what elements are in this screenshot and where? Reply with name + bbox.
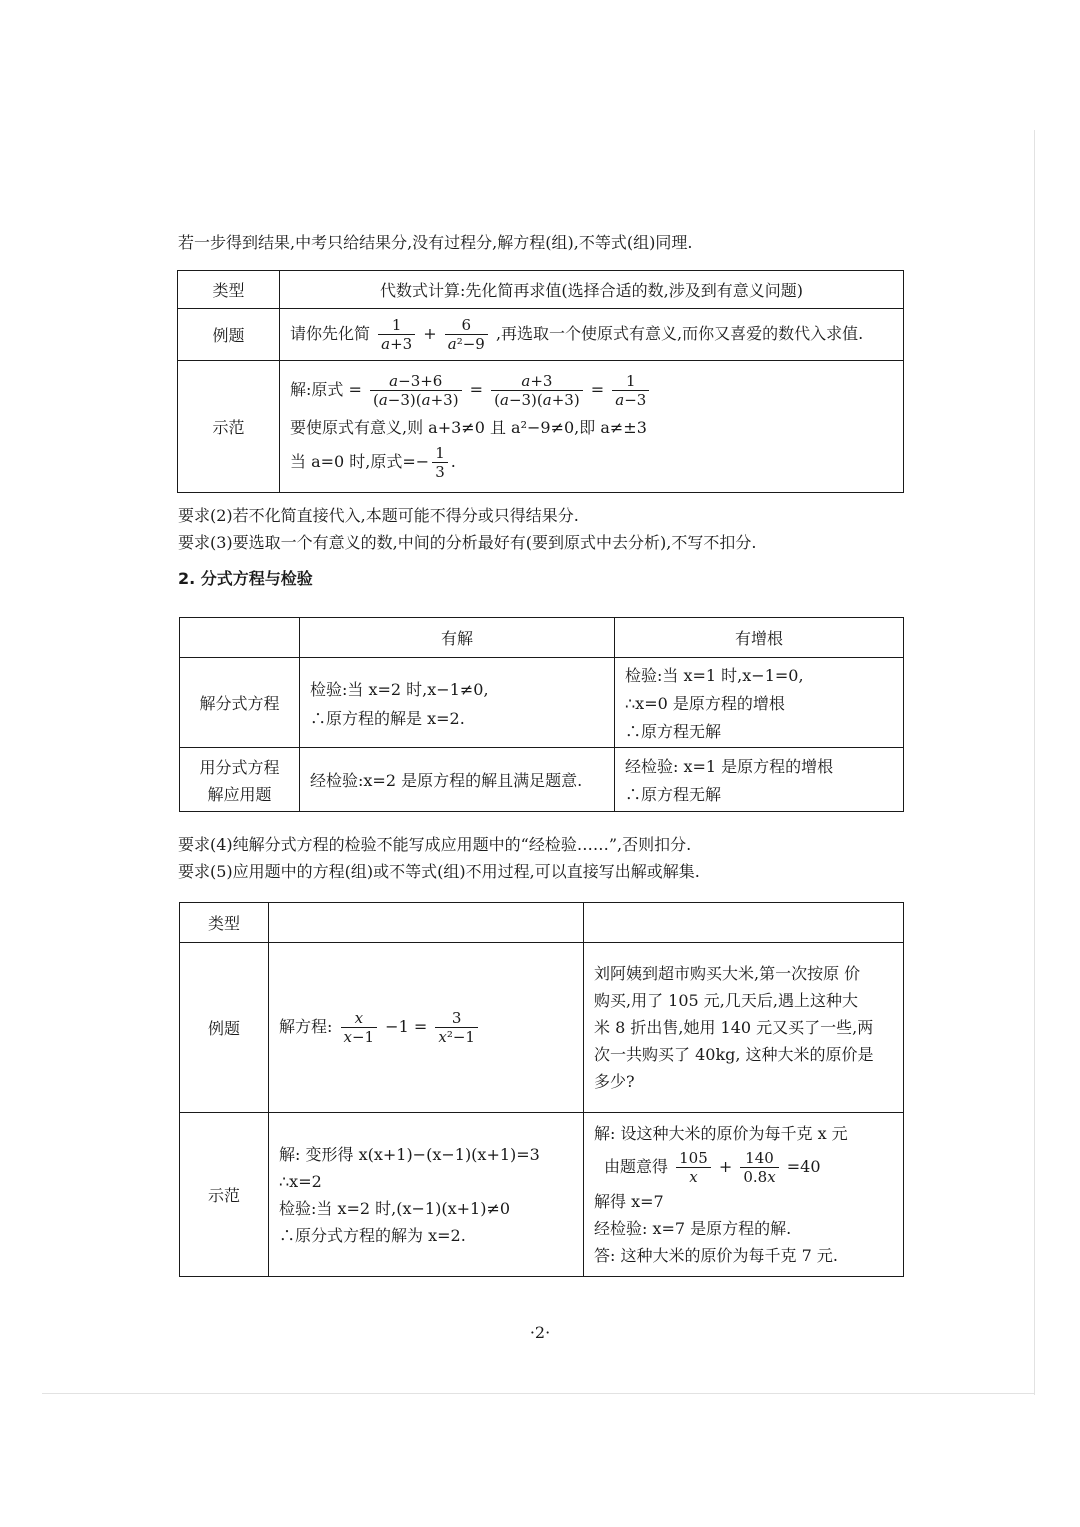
type-label: 类型 — [178, 271, 280, 309]
demo-left-line4: ∴原分式方程的解为 x=2. — [279, 1225, 466, 1245]
row1-col2-line1: 检验:当 x=1 时,x−1=0, — [625, 666, 804, 685]
t3-example-word-problem — [584, 943, 904, 1113]
word-problem-line4: 次一共购买了 40kg, 这种大米的原价是 — [594, 1045, 874, 1064]
example-label: 例题 — [178, 309, 280, 361]
page-edge-bottom — [42, 1393, 1035, 1394]
demo-fraction-2: $\frac{a+3}{(a-3)(a+3)}$ — [491, 372, 583, 409]
fraction-3-over-x2-minus-1: $\frac{3}{\text{x²−1}}$ — [435, 1009, 478, 1046]
word-problem-line5: 多少? — [594, 1072, 635, 1091]
fraction-140-over-0-8x: $\frac{140}{0.8x}$ — [740, 1149, 778, 1186]
row2-label-line2: 解应用题 — [207, 784, 272, 804]
t3-type-label: 类型 — [180, 903, 269, 943]
row2-col2-line1: 经检验: x=1 是原方程的增根 — [625, 757, 834, 776]
type-value: 代数式计算:先化简再求值(选择合适的数,涉及到有意义问题) — [280, 271, 904, 309]
example-cell: 请你先化简 $\frac{1}{a+3}$ + $\frac{6}{\text{a²−9}}$ ,再选取一个使原式有意义,而你又喜爱的数代入求值. — [280, 309, 904, 361]
example-text-post: ,再选取一个使原式有意义,而你又喜爱的数代入求值. — [495, 324, 864, 343]
t3-example-equation-cell: 解方程: $\frac{x}{x-1}$ −1 = $\frac{3}{\text{x²−1}}$ — [269, 943, 584, 1113]
word-problem-line1: 刘阿姨到超市购买大米,第一次按原 价 — [594, 964, 861, 983]
requirement-4: 要求(4)纯解分式方程的检验不能写成应用题中的“经检验……”,否则扣分. — [178, 835, 692, 854]
demo-right-line2-lead: 由题意得 — [604, 1156, 669, 1176]
row2-col2-line2: ∴原方程无解 — [625, 785, 722, 804]
word-problem-line3: 米 8 折出售,她用 140 元又买了一些,两 — [594, 1018, 874, 1037]
row2-col1-text: 经检验:x=2 是原方程的解且满足题意. — [310, 771, 583, 790]
equation-application-table — [179, 902, 904, 1277]
t3-header-empty-2 — [584, 903, 904, 943]
row1-col1-line2: ∴原方程的解是 x=2. — [310, 708, 465, 728]
t3-header-empty-1 — [269, 903, 584, 943]
fraction-105-over-x: $\frac{105}{x}$ — [676, 1149, 711, 1186]
demo-fraction-1: $\frac{a-3+6}{(a-3)(a+3)}$ — [370, 372, 462, 409]
intro-paragraph: 若一步得到结果,中考只给结果分,没有过程分,解方程(组),不等式(组)同理. — [178, 233, 693, 252]
requirement-3: 要求(3)要选取一个有意义的数,中间的分析最好有(要到原式中去分析),不写不扣分. — [178, 533, 757, 552]
demo-left-line3: 检验:当 x=2 时,(x−1)(x+1)≠0 — [279, 1198, 511, 1218]
row-application-label — [180, 748, 300, 812]
demo-line3-lead: 当 a=0 时,原式=− — [290, 452, 430, 471]
word-problem-line2: 购买,用了 105 元,几天后,遇上这种大 — [594, 991, 858, 1010]
row-solve-equation-label: 解分式方程 — [180, 658, 300, 748]
demo-left-line1: 解: 变形得 x(x+1)−(x−1)(x+1)=3 — [279, 1144, 540, 1164]
header-extraneous-root: 有增根 — [615, 618, 904, 658]
requirement-2: 要求(2)若不化简直接代入,本题可能不得分或只得结果分. — [178, 506, 579, 525]
fraction-6-over-a2-minus-9: $\frac{6}{\text{a²−9}}$ — [445, 316, 488, 353]
row1-col2-line2: ∴x=0 是原方程的增根 — [625, 694, 785, 713]
demo-right-line3: 解得 x=7 — [594, 1191, 664, 1211]
example-text-pre: 请你先化简 — [290, 324, 371, 343]
t3-demo-label: 示范 — [180, 1113, 269, 1277]
demo-fraction-1-3: $\frac{1}{3}$ — [432, 444, 448, 481]
section-2-title: 2. 分式方程与检验 — [178, 569, 313, 588]
fraction-1-over-a-plus-3: $\frac{1}{a+3}$ — [378, 316, 415, 353]
demo-right-line4: 经检验: x=7 是原方程的解. — [594, 1218, 792, 1238]
demo-cell: 解:原式 = $\frac{a-3+6}{(a-3)(a+3)}$ = $\frac{a+3}{(a-3)(a+3)}$ = $\frac{1}{a-3}$ 要使原式有意义,则 a+3≠0 且 a²−9≠0,即 a≠±3 当 a=0 时,原式=− $\frac{1}{3}$ . — [280, 361, 904, 493]
demo-fraction-3: $\frac{1}{a-3}$ — [612, 372, 649, 409]
row2-col2-cell — [615, 748, 904, 812]
row2-col1-cell — [300, 748, 615, 812]
demo-line1-lead: 解:原式 — [290, 380, 344, 399]
demo-line2: 要使原式有意义,则 a+3≠0 且 a²−9≠0,即 a≠±3 — [290, 418, 647, 437]
t3-example-lead: 解方程: — [279, 1017, 333, 1036]
header-has-solution: 有解 — [300, 618, 615, 658]
demo-right-line5: 答: 这种大米的原价为每千克 7 元. — [594, 1245, 838, 1265]
simplify-evaluate-table — [177, 270, 904, 493]
row1-col2-line3: ∴原方程无解 — [625, 722, 722, 741]
fractional-equation-check-table — [179, 617, 904, 812]
demo-left-line2: ∴x=2 — [279, 1171, 322, 1191]
row1-col2-cell — [615, 658, 904, 748]
t3-demo-right-cell: 解: 设这种大米的原价为每千克 x 元 由题意得 $\frac{105}{x}$ + $\frac{140}{0.8x}$ =40 解得 x=7 经检验: x=7 是原方程的解. 答: 这种大米的原价为每千克 7 元. — [584, 1113, 904, 1277]
t3-demo-left-cell — [269, 1113, 584, 1277]
t3-example-label: 例题 — [180, 943, 269, 1113]
row1-col1-cell — [300, 658, 615, 748]
page-number: ·2· — [529, 1323, 551, 1342]
page-edge-right — [1034, 130, 1035, 1395]
demo-right-line1: 解: 设这种大米的原价为每千克 x 元 — [594, 1123, 848, 1143]
row1-col1-line1: 检验:当 x=2 时,x−1≠0, — [310, 679, 489, 699]
requirement-5: 要求(5)应用题中的方程(组)或不等式(组)不用过程,可以直接写出解或解集. — [178, 862, 700, 881]
fraction-x-over-x-minus-1: $\frac{x}{x-1}$ — [341, 1009, 378, 1046]
row2-label-line1: 用分式方程 — [199, 757, 280, 777]
header-empty-cell — [180, 618, 300, 658]
demo-label: 示范 — [178, 361, 280, 493]
